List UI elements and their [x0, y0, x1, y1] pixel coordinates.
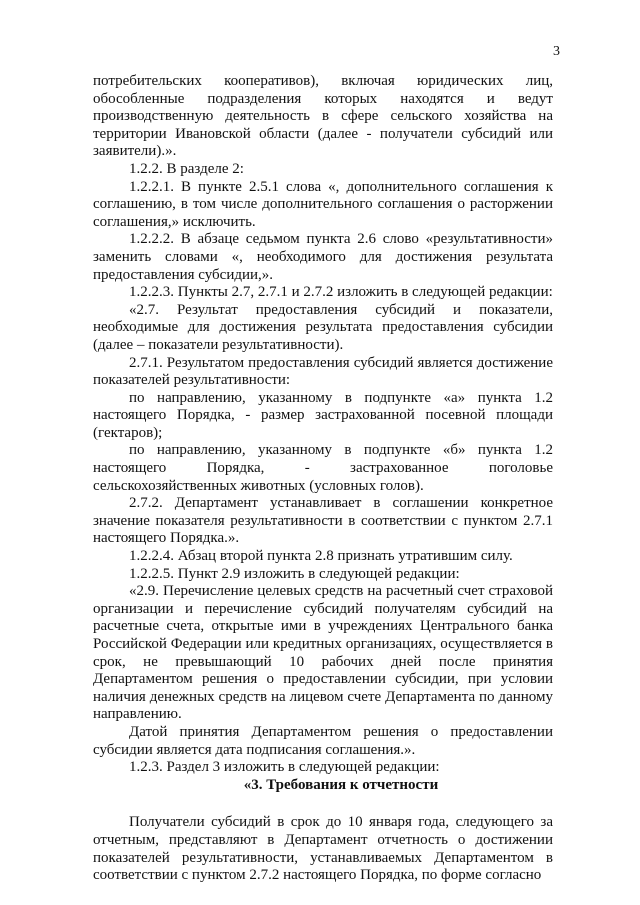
- spacer: [93, 794, 553, 814]
- paragraph: Датой принятия Департаментом решения о предоставлении субсидии является дата подписания соглашения.».: [93, 723, 553, 758]
- section-heading: «3. Требования к отчетности: [243, 776, 439, 793]
- paragraph: Получатели субсидий в срок до 10 января года, следующего за отчетным, представляют в Департамент отчетность о достижении показателей результативности, устанавливаемых Департаментом в соответствии с пунктом 2.7.2 настоящего Порядка, по форме согласно: [93, 814, 553, 884]
- paragraph: 1.2.2.5. Пункт 2.9 изложить в следующей редакции:: [129, 565, 460, 582]
- paragraph: 1.2.2.1. В пункте 2.5.1 слова «, дополнительного соглашения к соглашению, в том числе дополнительного соглашения о расторжении соглашения,» исключить.: [93, 178, 553, 230]
- paragraph: по направлению, указанному в подпункте «б» пункта 1.2 настоящего Порядка, - застрахованное поголовье сельскохозяйственных животных (условных голов).: [93, 442, 553, 494]
- paragraph: 1.2.2.4. Абзац второй пункта 2.8 признать утратившим силу.: [129, 548, 513, 565]
- paragraph: «2.7. Результат предоставления субсидий и показатели, необходимые для достижения результата предоставления субсидии (далее – показатели результативности).: [93, 301, 553, 353]
- page-number: 3: [553, 44, 560, 59]
- paragraph: «2.9. Перечисление целевых средств на расчетный счет страховой организации и перечисление субсидий получателям субсидий на расчетные счета, открытые ими в учреждениях Центрального банка Российской Федерации или кредитных организациях, осуществляется в срок, не превышающий 10 рабочих дней после принятия Департаментом решения о предоставлении субсидии, при условии наличия денежных средств на лицевом счете Департамента по данному направлению.: [93, 583, 553, 723]
- paragraph: потребительских кооперативов), включая юридических лиц, обособленные подразделения которых находятся и ведут производственную деятельность в сфере сельского хозяйства на территории Ивановской области (далее - получатели субсидий или заявители).».: [93, 73, 553, 160]
- paragraph: 2.7.2. Департамент устанавливает в соглашении конкретное значение показателя результативности в соответствии с пунктом 2.7.1 настоящего Порядка.».: [93, 495, 553, 547]
- document-body: [93, 73, 553, 885]
- paragraph: 1.2.3. Раздел 3 изложить в следующей редакции:: [129, 759, 440, 776]
- paragraph: по направлению, указанному в подпункте «а» пункта 1.2 настоящего Порядка, - размер застрахованной посевной площади (гектаров);: [93, 389, 553, 441]
- paragraph: 1.2.2. В разделе 2:: [129, 160, 244, 177]
- paragraph: 1.2.2.2. В абзаце седьмом пункта 2.6 слово «результативности» заменить словами «, необходимого для достижения результата предоставления субсидии,».: [93, 231, 553, 283]
- paragraph: 1.2.2.3. Пункты 2.7, 2.7.1 и 2.7.2 изложить в следующей редакции:: [129, 284, 553, 301]
- paragraph: 2.7.1. Результатом предоставления субсидий является достижение показателей результативности:: [93, 354, 553, 389]
